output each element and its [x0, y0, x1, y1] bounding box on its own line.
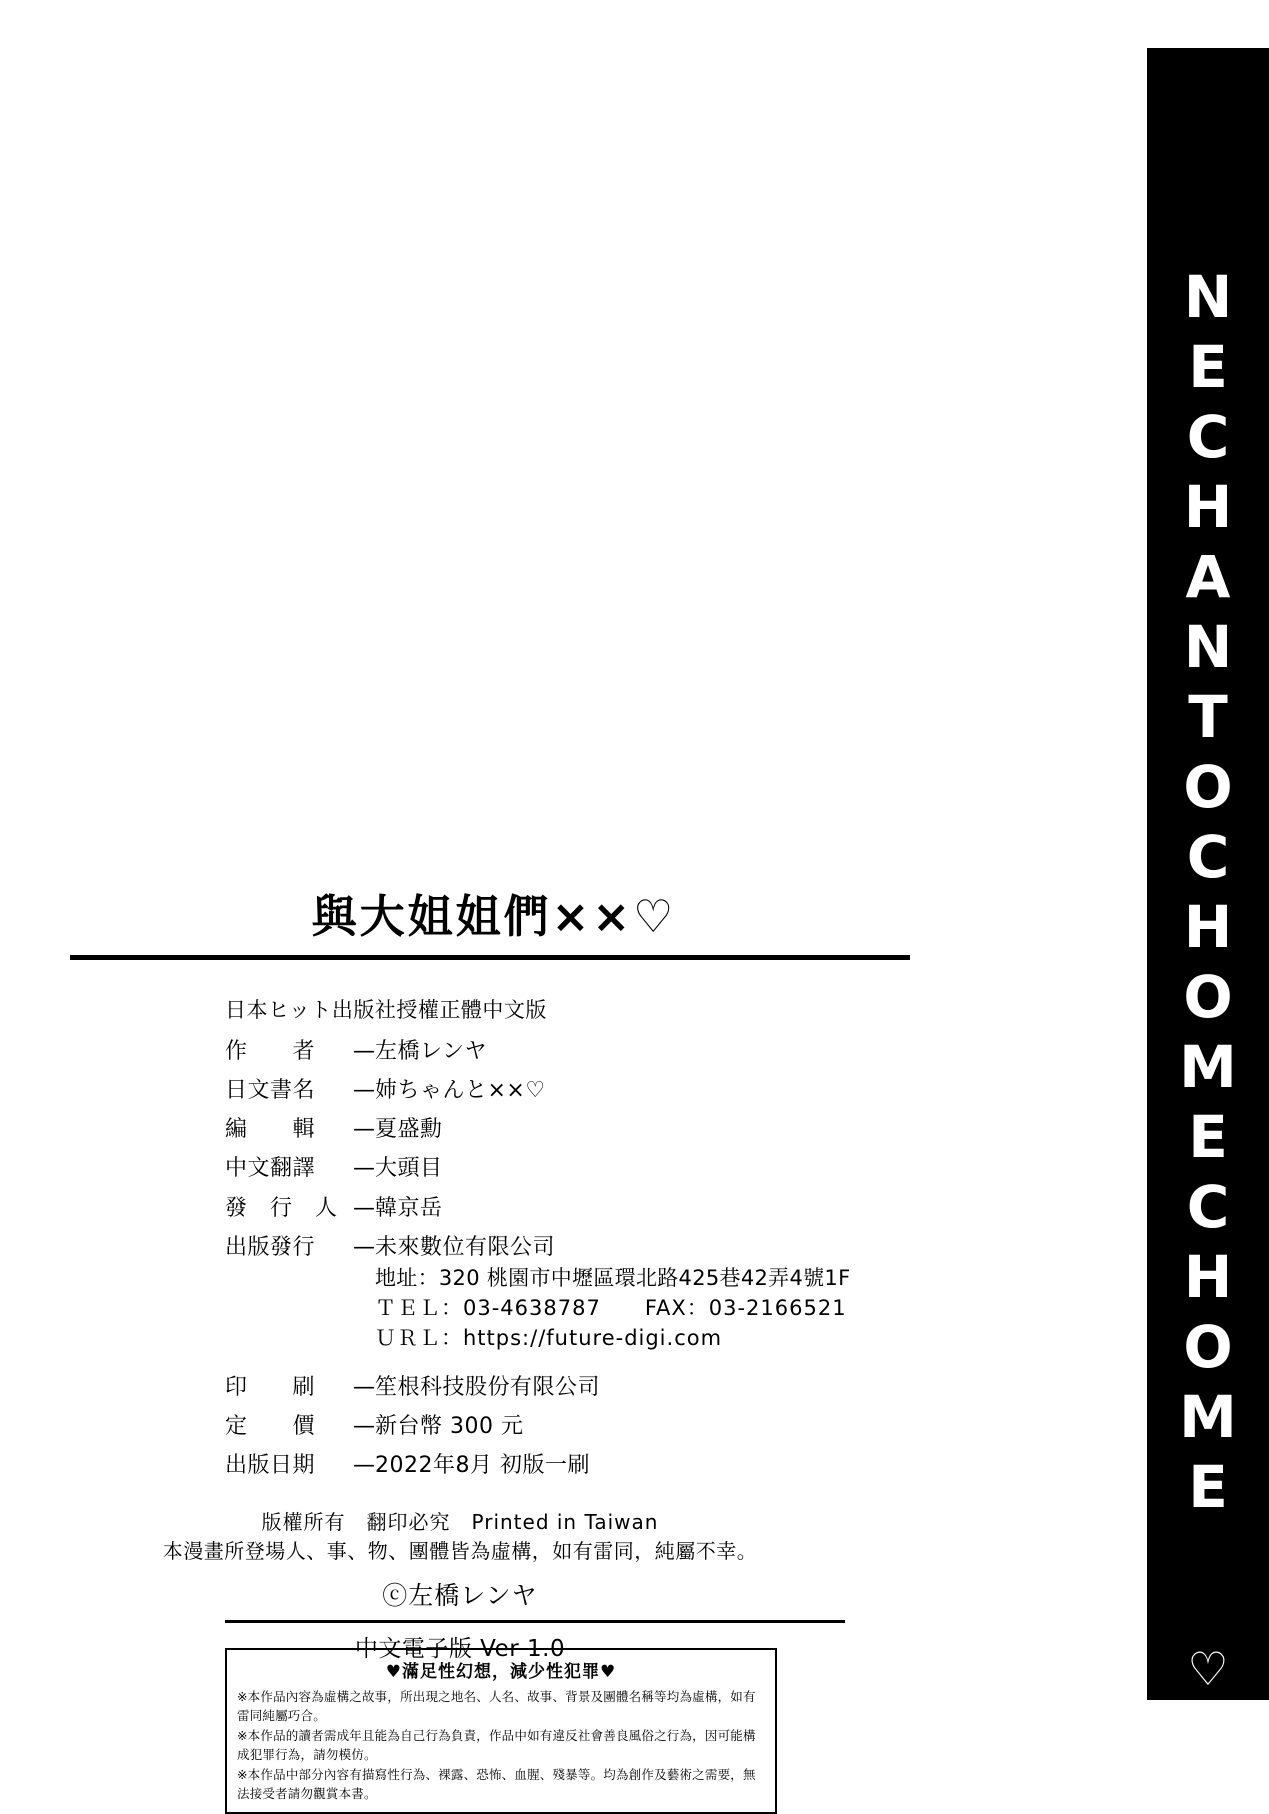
- notice-title: ♥滿足性幻想，減少性犯罪♥: [385, 1662, 617, 1682]
- credit-value: 未來數位有限公司: [375, 1234, 556, 1260]
- spine-title: NECHANTOCHOMECHOME: [1174, 263, 1242, 1523]
- book-spine: [1147, 48, 1269, 1700]
- spine-heart-icon: ♡: [1187, 1642, 1229, 1696]
- credit-dash: —: [353, 1039, 375, 1064]
- credit-row-publisher: [225, 1234, 910, 1352]
- credit-dash: —: [353, 1374, 375, 1400]
- credit-value: 新台幣 300 元: [375, 1413, 524, 1439]
- credit-label: 日文書名: [225, 1078, 316, 1104]
- credit-value: 大頭目: [375, 1156, 443, 1182]
- version-label: 中文電子版 Ver 1.0: [354, 1636, 566, 1663]
- publisher-address: 地址：320 桃園市中壢區環北路425巷42弄4號1F: [375, 1265, 851, 1290]
- credit-value: 姉ちゃんと××♡: [375, 1078, 546, 1104]
- notice-line-1: ※本作品內容為虛構之故事，所出現之地名、人名、故事、背景及團體名稱等均為虛構，如有雷同純屬巧合。: [237, 1689, 756, 1724]
- credit-label: 出版日期: [225, 1452, 316, 1478]
- credit-dash: —: [353, 1452, 375, 1478]
- credit-dash: —: [353, 1195, 375, 1221]
- credit-row-editor: [225, 1116, 910, 1144]
- credit-dash: —: [353, 1117, 375, 1143]
- footer-divider: [225, 1620, 845, 1623]
- credit-label: 定 價: [225, 1413, 316, 1439]
- credit-dash: —: [353, 1234, 375, 1260]
- credit-value: 左橋レンヤ: [375, 1039, 487, 1064]
- credit-row-publisher-person: [225, 1195, 910, 1223]
- credit-value: 笙根科技股份有限公司: [375, 1374, 601, 1400]
- credit-dash: —: [353, 1413, 375, 1439]
- credit-value: 2022年8月 初版一刷: [375, 1452, 590, 1478]
- notice-line-2: ※本作品的讀者需成年且能為自己行為負責，作品中如有違反社會善良風俗之行為，因可能構成犯罪行為，請勿模仿。: [237, 1727, 756, 1763]
- credits-list: [225, 1038, 910, 1480]
- copyright-line: ⓒ左橋レンヤ: [382, 1581, 538, 1611]
- publisher-phone-fax: ＴＥＬ：03-4638787 FAX：03-2166521: [375, 1295, 847, 1320]
- publisher-url[interactable]: ＵＲＬ：https://future-digi.com: [375, 1325, 723, 1350]
- credit-row-translator: [225, 1155, 910, 1183]
- license-note: 日本ヒット出版社授權正體中文版: [225, 998, 547, 1022]
- credit-row-japanese-title: [225, 1077, 910, 1105]
- notice-line-3: ※本作品中部分內容有描寫性行為、裸露、恐怖、血腥、殘暴等。均為創作及藝術之需要，無法接受者請勿觀賞本書。: [237, 1766, 756, 1801]
- credit-label: 編 輯: [225, 1117, 316, 1143]
- credit-row-price: [225, 1413, 910, 1441]
- credit-label: 出版發行: [225, 1234, 316, 1260]
- credit-row-publish-date: [225, 1452, 910, 1480]
- legal-notice: [70, 1508, 910, 1566]
- content-warning-box: [225, 1648, 777, 1814]
- credit-value: 韓京岳: [375, 1195, 443, 1221]
- credit-label: 印 刷: [225, 1374, 316, 1400]
- credit-label: 發 行 人: [225, 1195, 338, 1221]
- colophon-block: [70, 880, 910, 1663]
- credit-row-printing: [225, 1374, 910, 1402]
- credit-label: 中文翻譯: [225, 1156, 316, 1182]
- credit-value: 夏盛勳: [375, 1117, 443, 1143]
- credit-label: 作 者: [225, 1039, 316, 1064]
- page-title: 與大姐姐們××♡: [311, 890, 677, 943]
- legal-line-1: 版權所有 翻印必究 Printed in Taiwan: [261, 1510, 659, 1535]
- legal-line-2: 本漫畫所登場人、事、物、團體皆為虛構，如有雷同，純屬不幸。: [162, 1539, 758, 1564]
- credit-dash: —: [353, 1156, 375, 1182]
- credit-dash: —: [353, 1078, 375, 1104]
- credit-row-author: [225, 1038, 910, 1066]
- title-divider: [70, 955, 910, 960]
